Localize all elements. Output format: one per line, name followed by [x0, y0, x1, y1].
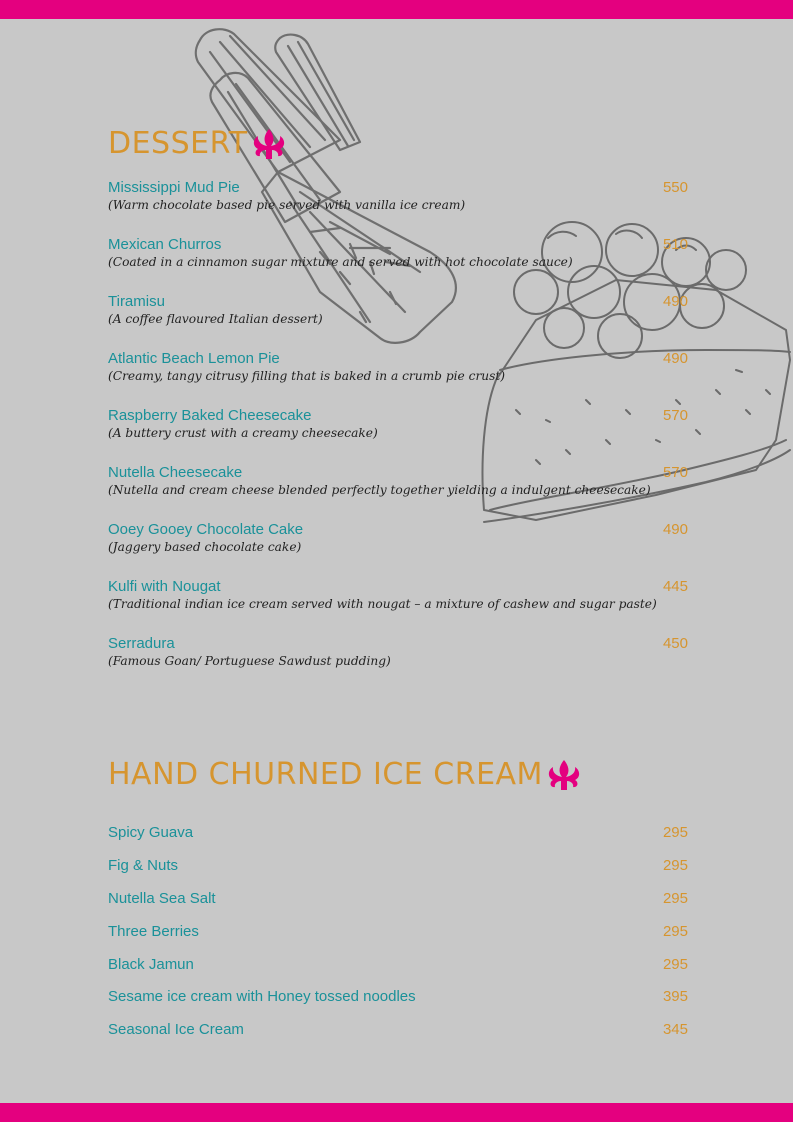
item-name: Kulfi with Nougat — [108, 578, 221, 595]
item-price: 445 — [662, 578, 688, 595]
ice-cream-title-text: HAND CHURNED ICE CREAM — [108, 757, 543, 792]
item-price: 490 — [662, 521, 688, 538]
item-price: 395 — [662, 988, 688, 1005]
item-description: (Coated in a cinnamon sugar mixture and served with hot chocolate sauce) — [108, 255, 573, 269]
item-name: Raspberry Baked Cheesecake — [108, 407, 312, 424]
item-name: Nutella Sea Salt — [108, 890, 216, 907]
item-price: 570 — [662, 464, 688, 481]
item-price: 490 — [662, 293, 688, 310]
top-accent-bar — [0, 0, 793, 19]
bottom-accent-bar — [0, 1103, 793, 1122]
dessert-section-title — [108, 126, 288, 161]
item-description: (Jaggery based chocolate cake) — [108, 540, 302, 554]
item-name: Serradura — [108, 635, 175, 652]
item-price: 295 — [662, 923, 688, 940]
item-name: Tiramisu — [108, 293, 165, 310]
item-description: (Nutella and cream cheese blended perfectly together yielding a indulgent cheesecake) — [108, 483, 651, 497]
item-name: Ooey Gooey Chocolate Cake — [108, 521, 304, 538]
item-name: Black Jamun — [108, 956, 194, 973]
item-name: Three Berries — [108, 923, 199, 940]
fleur-de-lis-icon — [250, 127, 288, 161]
item-description: (A buttery crust with a creamy cheesecake) — [108, 426, 378, 440]
dessert-title-text: DESSERT — [108, 126, 248, 161]
item-price: 510 — [662, 236, 688, 253]
item-name: Mississippi Mud Pie — [108, 179, 240, 196]
item-name: Mexican Churros — [108, 236, 222, 253]
item-price: 450 — [662, 635, 688, 652]
item-description: (Warm chocolate based pie served with vanilla ice cream) — [108, 198, 466, 212]
item-price: 550 — [662, 179, 688, 196]
fleur-de-lis-icon — [545, 758, 583, 792]
item-name: Sesame ice cream with Honey tossed noodles — [108, 988, 416, 1005]
item-name: Nutella Cheesecake — [108, 464, 243, 481]
item-price: 295 — [662, 857, 688, 874]
item-price: 570 — [662, 407, 688, 424]
item-description: (A coffee flavoured Italian dessert) — [108, 312, 323, 326]
item-description: (Famous Goan/ Portuguese Sawdust pudding) — [108, 654, 391, 668]
item-price: 295 — [662, 824, 688, 841]
item-name: Seasonal Ice Cream — [108, 1021, 244, 1038]
item-description: (Traditional indian ice cream served with nougat – a mixture of cashew and sugar paste) — [108, 597, 657, 611]
ice-cream-section-title — [108, 757, 583, 792]
item-price: 490 — [662, 350, 688, 367]
item-name: Fig & Nuts — [108, 857, 179, 874]
item-price: 295 — [662, 956, 688, 973]
item-name: Spicy Guava — [108, 824, 194, 841]
item-price: 345 — [662, 1021, 688, 1038]
item-name: Atlantic Beach Lemon Pie — [108, 350, 280, 367]
item-price: 295 — [662, 890, 688, 907]
item-description: (Creamy, tangy citrusy filling that is baked in a crumb pie crust) — [108, 369, 506, 383]
